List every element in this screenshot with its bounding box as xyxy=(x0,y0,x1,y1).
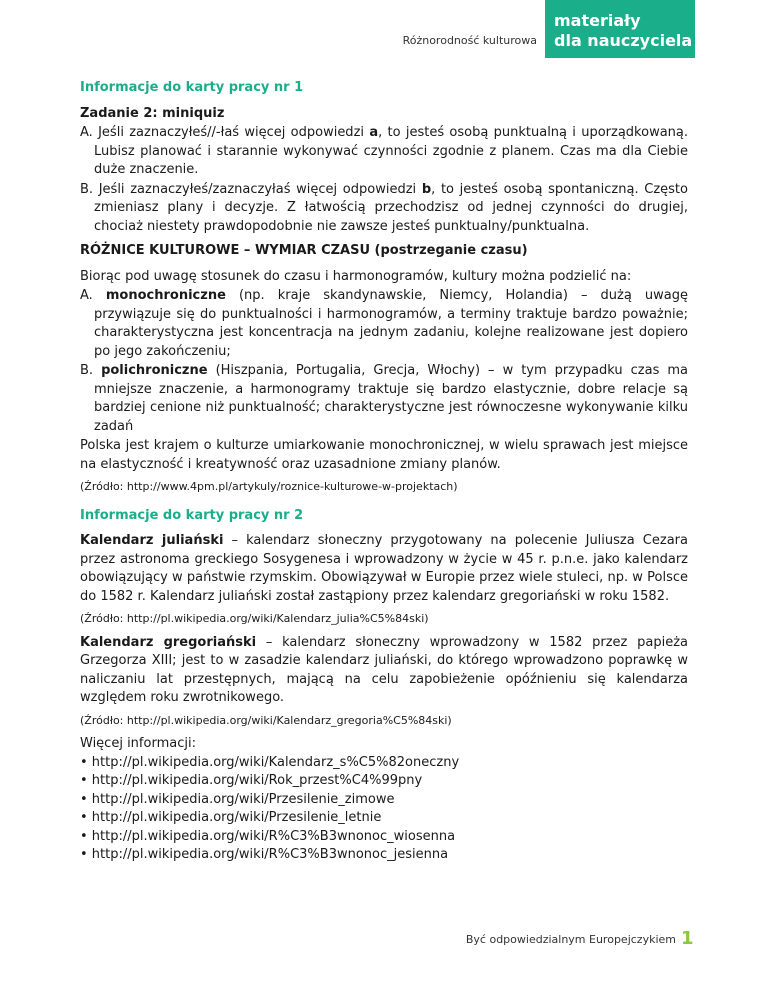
quiz-option-b xyxy=(80,181,688,237)
differences-heading: RÓŻNICE KULTUROWE – WYMIAR CZASU (postrzeganie czasu) xyxy=(80,243,528,258)
poly-prefix: B. xyxy=(80,363,102,378)
quiz-option-a xyxy=(80,124,688,180)
julian-paragraph xyxy=(80,532,688,606)
links-list xyxy=(80,754,688,865)
gregorian-text: – kalendarz słoneczny wprowadzony w 1582 przez papieża Grzegorza XIII; jest to w zasadzie kalendarz juliański, do którego wprowadzono poprawkę w naliczaniu lat przestępnych, mającą na celu zapobieżenie opóźnieniu się kalendarza względem roku zwrotnikowego. xyxy=(80,634,688,705)
julian-source: (Źródło: http://pl.wikipedia.org/wiki/Kalendarz_julia%C5%84ski) xyxy=(80,612,429,625)
julian-term: Kalendarz juliański xyxy=(80,533,224,548)
option-a-prefix: A. Jeśli zaznaczyłeś//-łaś więcej odpowiedzi xyxy=(80,125,370,140)
page-number: 1 xyxy=(681,928,694,949)
gregorian-paragraph xyxy=(80,634,688,708)
badge-line2: dla nauczyciela xyxy=(554,31,693,50)
card2-title: Informacje do karty pracy nr 2 xyxy=(80,507,304,523)
more-info-heading: Więcej informacji: xyxy=(80,736,196,751)
mono-term: monochroniczne xyxy=(105,288,226,303)
mono-prefix: A. xyxy=(80,288,106,303)
julian-text: – kalendarz słoneczny przygotowany na polecenie Juliusza Cezara przez astronoma greckiego Sosygenesa i wprowadzony w życie w 45 r. p.n.e. jako kalendarz obowiązujący w państwie rzymskim. Obowiązywał w Europie przez wiele stuleci, np. w Polsce do 1582 r. Kalendarz juliański został zastąpiony przez kalendarz gregoriański w roku 1582. xyxy=(80,533,688,604)
poly-term: polichroniczne xyxy=(101,363,208,378)
task-heading: Zadanie 2: miniquiz xyxy=(80,105,225,121)
polychronic-item xyxy=(80,362,688,436)
badge-line1: materiały xyxy=(554,11,641,30)
link-item[interactable]: • http://pl.wikipedia.org/wiki/R%C3%B3wnonoc_wiosenna xyxy=(80,828,456,844)
header-subject: Różnorodność kulturowa xyxy=(402,34,537,47)
link-item[interactable]: • http://pl.wikipedia.org/wiki/R%C3%B3wnonoc_jesienna xyxy=(80,847,449,862)
materials-badge xyxy=(545,0,695,58)
link-item[interactable]: • http://pl.wikipedia.org/wiki/Przesilenie_letnie xyxy=(80,810,382,825)
card1-title: Informacje do karty pracy nr 1 xyxy=(80,80,304,95)
gregorian-term: Kalendarz gregoriański xyxy=(80,634,257,650)
monochronic-item xyxy=(80,287,688,361)
card1-source: (Źródło: http://www.4pm.pl/artykuly/roznice-kulturowe-w-projektach) xyxy=(80,480,458,493)
page-content xyxy=(80,79,688,865)
footer-text: Być odpowiedzialnym Europejczykiem xyxy=(465,933,676,946)
link-item[interactable]: • http://pl.wikipedia.org/wiki/Kalendarz_s%C5%82oneczny xyxy=(80,754,460,770)
link-item[interactable]: • http://pl.wikipedia.org/wiki/Przesilenie_zimowe xyxy=(80,791,395,807)
differences-intro: Biorąc pod uwagę stosunek do czasu i harmonogramów, kultury można podzielić na: xyxy=(80,268,632,284)
gregorian-source: (Źródło: http://pl.wikipedia.org/wiki/Kalendarz_gregoria%C5%84ski) xyxy=(80,713,452,727)
link-item[interactable]: • http://pl.wikipedia.org/wiki/Rok_przest%C4%99pny xyxy=(80,773,423,788)
mono-text: (np. kraje skandynawskie, Niemcy, Holandia) – dużą uwagę przywiązuje się do punktualności i harmonogramów, a terminy traktuje bardzo poważnie; charakterystyczna jest koncentracja na jednym zadaniu, kolejne realizowane jest dopiero po jego zakończeniu; xyxy=(94,288,688,359)
poland-note: Polska jest krajem o kulturze umiarkowanie monochronicznej, w wielu sprawach jest miejsce na elastyczność i kreatywność oraz uzasadnione zmiany planów. xyxy=(80,438,688,472)
option-b-text: , to jesteś osobą spontaniczną. Często zmieniasz plany i decyzje. Z łatwością przechodzisz od jednej czynności do drugiej, chociaż niestety prawdopodobnie nie zawsze jesteś punktualny/punktualna. xyxy=(94,181,688,234)
poly-text: (Hiszpania, Portugalia, Grecja, Włochy) – w tym przypadku czas ma mniejsze znaczenie, a harmonogramy traktuje się bardzo elastycznie, dobre relacje są bardziej cenione niż punktualność; charakterystyczne jest równoczesne wykonywanie kilku zadań xyxy=(94,363,688,434)
option-a-letter: a xyxy=(369,125,379,140)
option-b-letter: b xyxy=(421,181,432,197)
option-b-prefix: B. Jeśli zaznaczyłeś/zaznaczyłaś więcej odpowiedzi xyxy=(80,181,422,197)
option-a-text: , to jesteś osobą punktualną i uporządkowaną. Lubisz planować i starannie wykonywać czynności zgodnie z planem. Czas ma dla Ciebie duże znaczenie. xyxy=(94,125,689,177)
